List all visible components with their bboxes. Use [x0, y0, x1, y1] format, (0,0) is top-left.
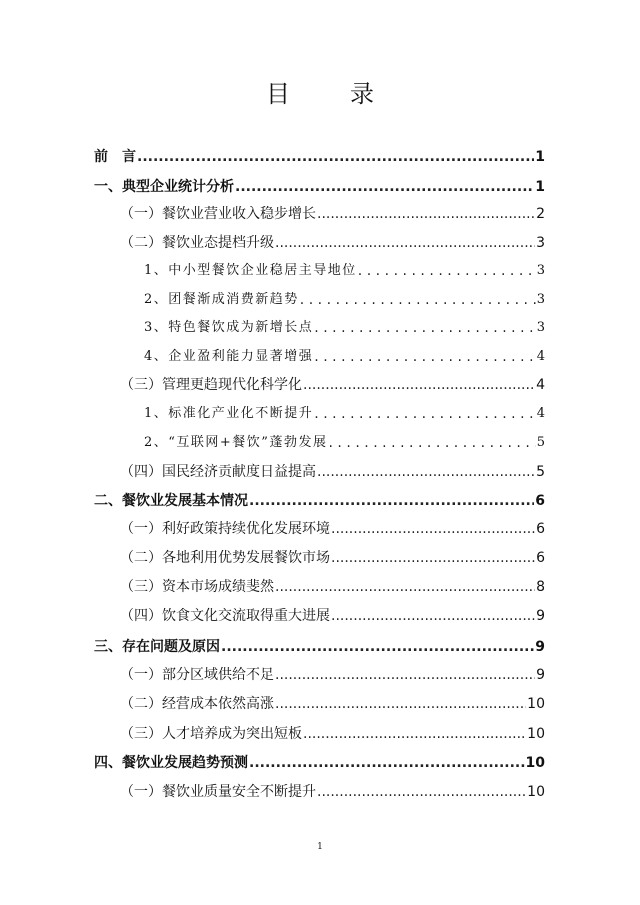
toc-entry-page: 6 — [536, 550, 545, 566]
toc-leader-dots — [275, 666, 535, 684]
toc-entry[interactable] — [144, 430, 545, 452]
toc-entry-label: （四）国民经济贡献度日益提高 — [120, 464, 316, 480]
toc-entry[interactable] — [94, 634, 545, 656]
toc-entry[interactable] — [120, 662, 545, 684]
toc-entry-page: 5 — [536, 435, 545, 450]
toc-entry[interactable] — [144, 315, 545, 337]
toc-entry[interactable] — [120, 459, 545, 481]
toc-leader-dots — [137, 148, 534, 166]
toc-entry[interactable] — [94, 750, 545, 772]
toc-entry-label: 二、餐饮业发展基本情况 — [94, 493, 248, 509]
toc-leader-dots — [358, 262, 536, 280]
toc-entry[interactable] — [120, 603, 545, 625]
page-title: 目 录 — [266, 80, 392, 108]
toc-entry-page: 10 — [527, 726, 545, 742]
toc-entry-page: 9 — [536, 608, 545, 624]
toc-entry[interactable] — [144, 344, 545, 366]
toc-leader-dots — [331, 607, 535, 625]
toc-entry[interactable] — [94, 174, 545, 196]
toc-leader-dots — [317, 783, 526, 801]
toc-entry-page: 3 — [536, 292, 545, 307]
toc-entry[interactable] — [120, 230, 545, 252]
toc-entry-label: 四、餐饮业发展趋势预测 — [94, 755, 248, 771]
toc-entry-label: （一）餐饮业营业收入稳步增长 — [120, 206, 316, 222]
toc-leader-dots — [314, 405, 535, 423]
toc-entry-page: 10 — [527, 696, 545, 712]
toc-leader-dots — [275, 695, 526, 713]
toc-entry[interactable] — [120, 574, 545, 596]
toc-entry[interactable] — [120, 372, 545, 394]
toc-entry-label: 4、企业盈利能力显著增强 — [144, 349, 314, 364]
toc-entry-page: 8 — [536, 579, 545, 595]
toc-leader-dots — [317, 463, 535, 481]
toc-entry-label: （一）部分区域供给不足 — [120, 667, 274, 683]
toc-leader-dots — [328, 434, 535, 452]
toc-entry-label: 1、中小型餐饮企业稳居主导地位 — [144, 263, 357, 278]
toc-entry-page: 3 — [536, 320, 545, 335]
toc-entry[interactable] — [94, 144, 545, 166]
toc-leader-dots — [314, 319, 535, 337]
toc-entry-page: 9 — [535, 639, 545, 655]
toc-entry-page: 5 — [536, 464, 545, 480]
toc-entry-page: 1 — [535, 179, 545, 195]
toc-entry-page: 3 — [536, 263, 545, 278]
toc-entry-page: 10 — [527, 784, 545, 800]
page-number: 1 — [317, 842, 323, 852]
toc-leader-dots — [249, 492, 534, 510]
toc-entry-label: 2、团餐渐成消费新趋势 — [144, 292, 299, 307]
toc-entry[interactable] — [120, 516, 545, 538]
toc-entry-label: （四）饮食文化交流取得重大进展 — [120, 608, 330, 624]
toc-entry-label: （二）经营成本依然高涨 — [120, 696, 274, 712]
toc-entry-page: 9 — [536, 667, 545, 683]
toc-entry-label: 前 言 — [94, 149, 136, 165]
toc-entry-page: 2 — [536, 206, 545, 222]
toc-entry[interactable] — [144, 287, 545, 309]
toc-entry-page: 4 — [536, 406, 545, 421]
toc-entry-label: （三）资本市场成绩斐然 — [120, 579, 274, 595]
toc-entry[interactable] — [144, 258, 545, 280]
toc-entry-label: （一）利好政策持续优化发展环境 — [120, 521, 330, 537]
toc-leader-dots — [303, 376, 535, 394]
toc-entry[interactable] — [120, 545, 545, 567]
toc-leader-dots — [314, 348, 535, 366]
toc-entry[interactable] — [120, 779, 545, 801]
toc-entry[interactable] — [120, 201, 545, 223]
toc-leader-dots — [221, 638, 534, 656]
toc-leader-dots — [303, 725, 526, 743]
toc-leader-dots — [275, 578, 535, 596]
toc-entry-label: （三）人才培养成为突出短板 — [120, 726, 302, 742]
toc-entry-label: 1、标准化产业化不断提升 — [144, 406, 314, 421]
toc-entry-page: 4 — [536, 349, 545, 364]
toc-entry-label: 一、典型企业统计分析 — [94, 179, 234, 195]
toc-entry-page: 6 — [536, 521, 545, 537]
toc-entry[interactable] — [94, 488, 545, 510]
toc-leader-dots — [317, 205, 535, 223]
toc-leader-dots — [331, 549, 535, 567]
toc-entry[interactable] — [120, 691, 545, 713]
toc-leader-dots — [249, 754, 525, 772]
toc-leader-dots — [275, 234, 535, 252]
toc-entry-label: （二）各地利用优势发展餐饮市场 — [120, 550, 330, 566]
toc-entry-label: （二）餐饮业态提档升级 — [120, 235, 274, 251]
toc-entry-label: 2、“互联网+餐饮”蓬勃发展 — [144, 435, 328, 450]
toc-entry-page: 1 — [535, 149, 545, 165]
toc-leader-dots — [300, 291, 536, 309]
toc-entry-page: 4 — [536, 377, 545, 393]
toc-entry-label: （三）管理更趋现代化科学化 — [120, 377, 302, 393]
toc-leader-dots — [235, 178, 534, 196]
toc-entry-page: 3 — [536, 235, 545, 251]
toc-entry-page: 6 — [535, 493, 545, 509]
toc-entry-label: （一）餐饮业质量安全不断提升 — [120, 784, 316, 800]
toc-entry-label: 三、存在问题及原因 — [94, 639, 220, 655]
toc-entry-label: 3、特色餐饮成为新增长点 — [144, 320, 314, 335]
toc-entry-page: 10 — [525, 755, 545, 771]
toc-leader-dots — [331, 520, 535, 538]
toc-entry[interactable] — [120, 721, 545, 743]
toc-entry[interactable] — [144, 401, 545, 423]
